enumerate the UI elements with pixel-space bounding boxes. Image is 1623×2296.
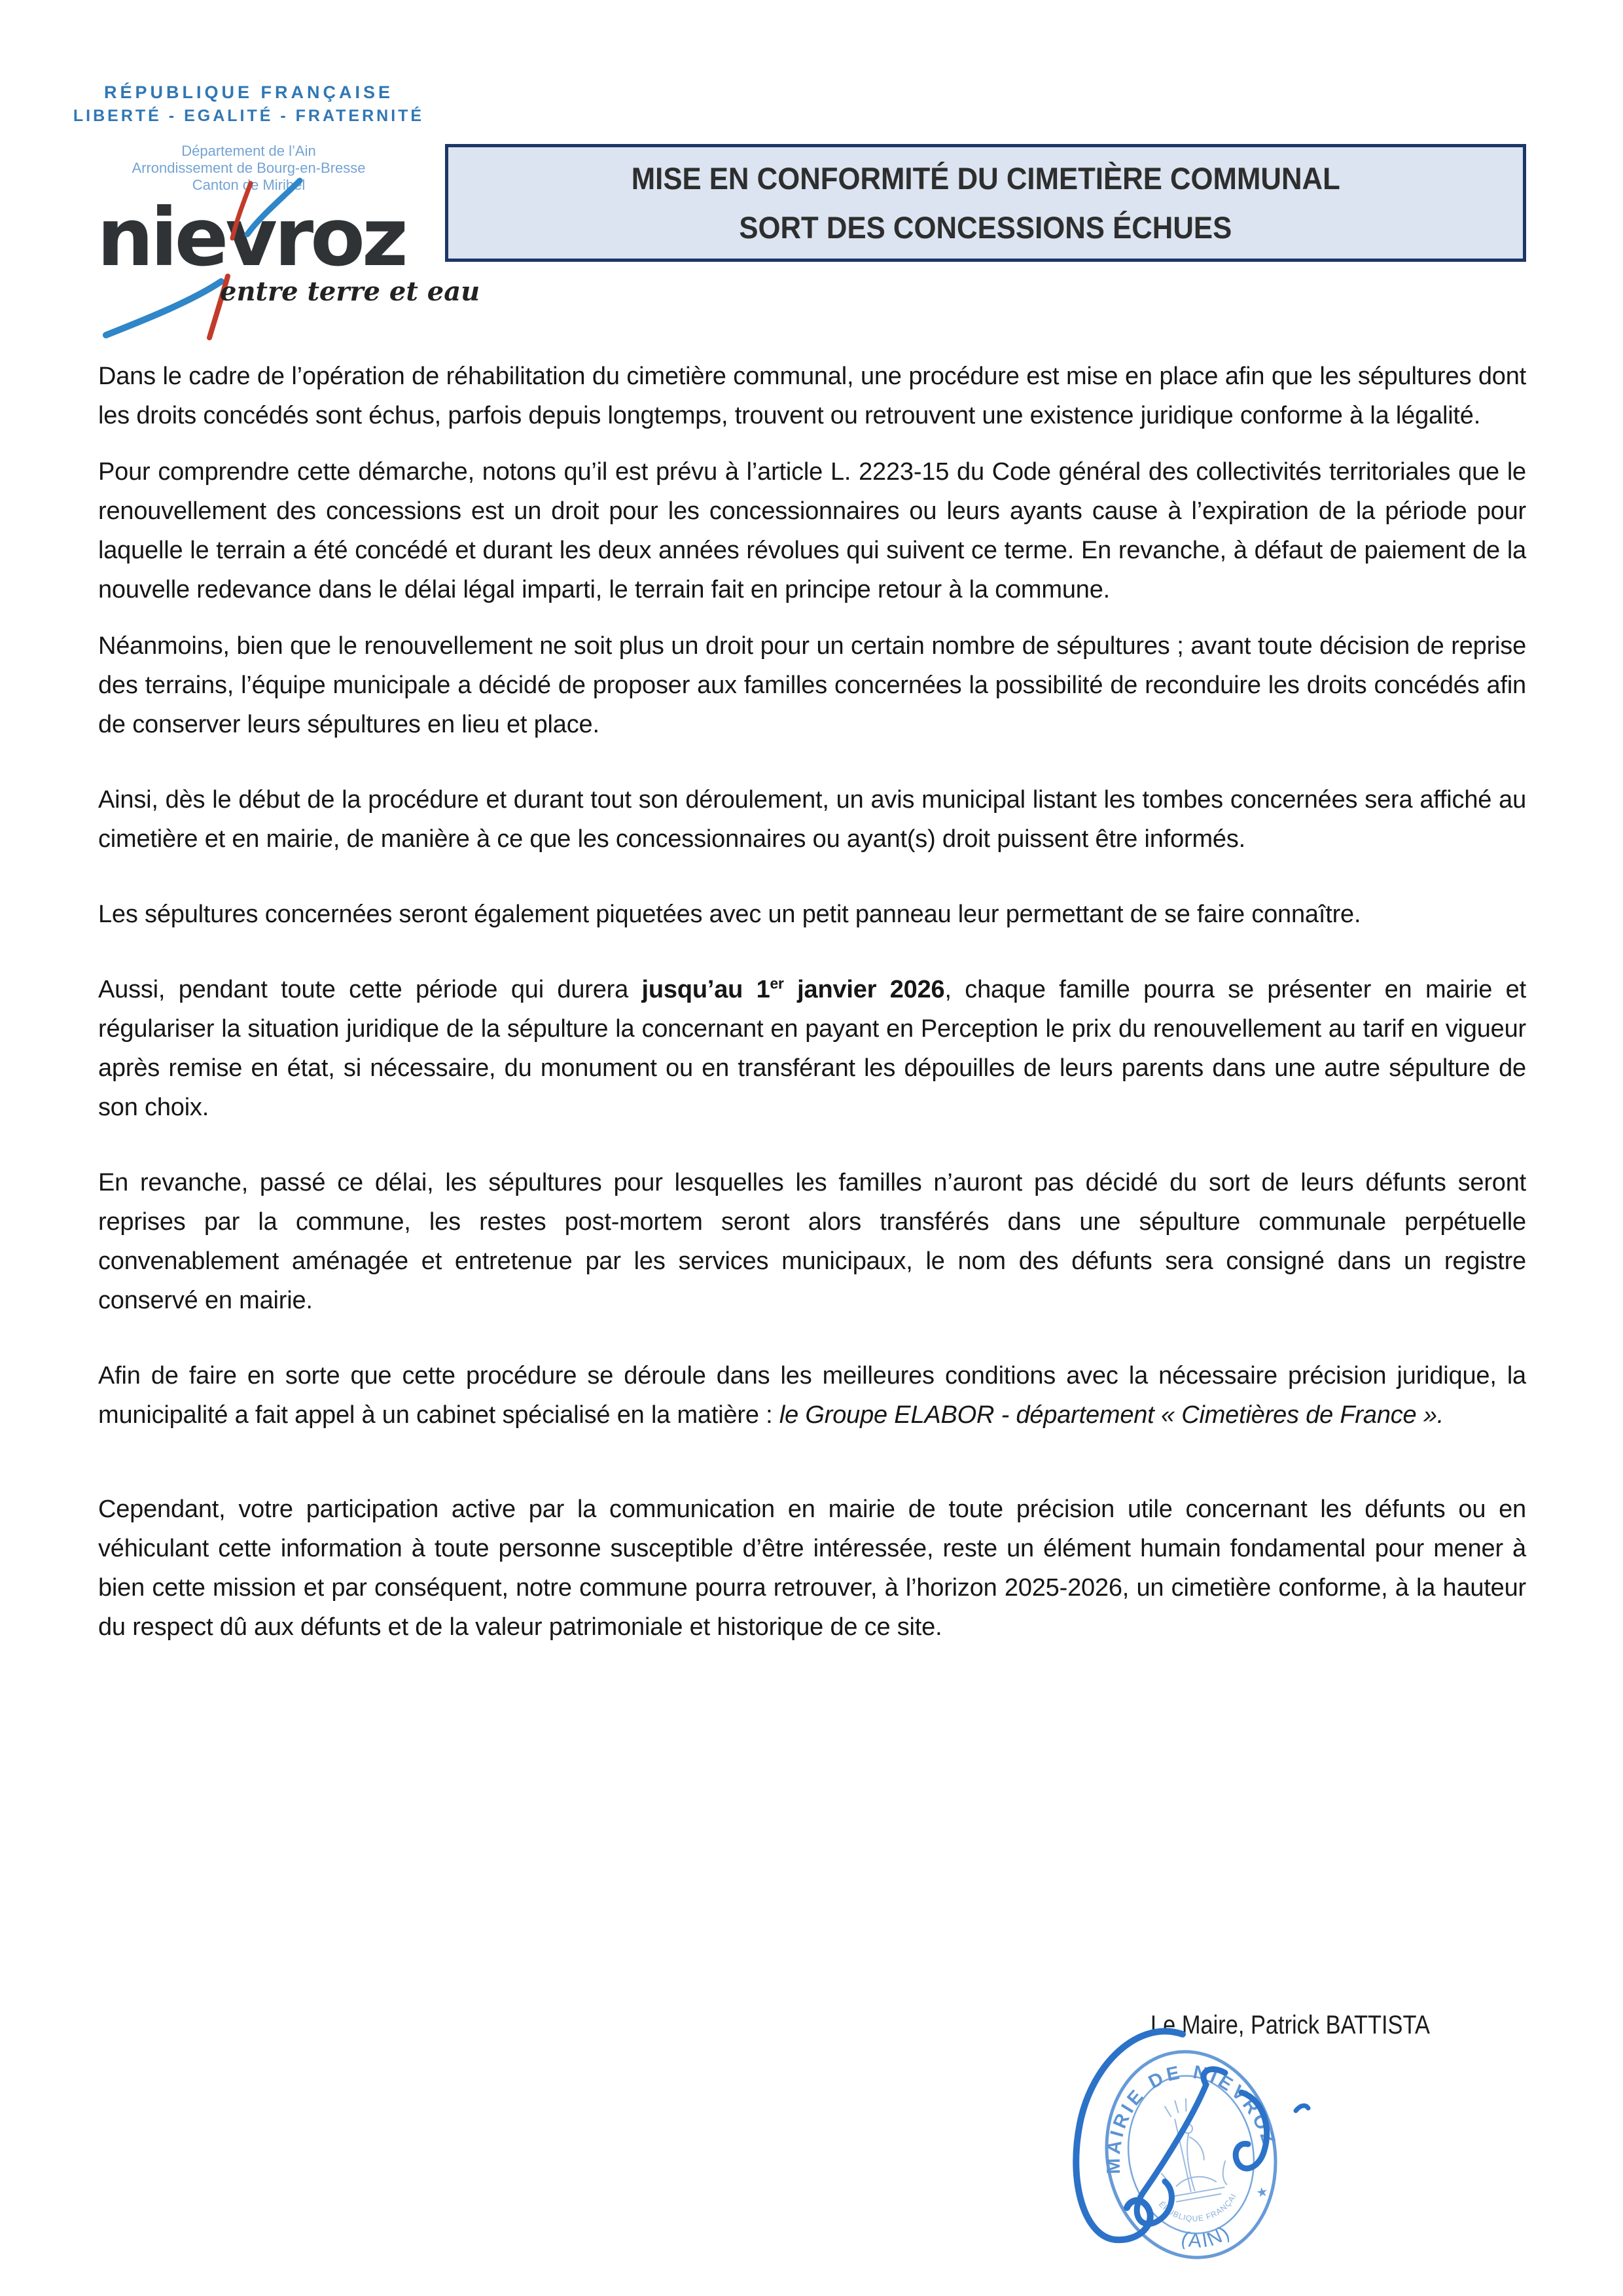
text-run: le Groupe ELABOR - département « Cimetières de France ». (779, 1401, 1444, 1429)
stamp-bottom-text: (AIN) (1178, 2221, 1235, 2253)
canton-line: Canton de Miribel (192, 177, 306, 193)
text-run: Les sépultures concernées seront également piquetées avec un petit panneau leur permettant de se faire connaître. (98, 901, 1361, 928)
stamp-star-icon: ★ (1255, 2184, 1270, 2201)
text-run: En revanche, passé ce délai, les sépultures pour lesquelles les familles n’auront pas décidé du sort de leurs défunts seront reprises par la commune, les restes post-mortem seront alors transférés dans une sépulture communale perpétuelle convenablement aménagée et entretenue par les services municipaux, le nom des défunts sera consigné dans un registre conservé en mairie. (98, 1169, 1526, 1314)
text-run: Dans le cadre de l’opération de réhabilitation du cimetière communal, une procédure est mise en place afin que les sépultures dont les droits concédés sont échus, parfois depuis longtemps, trouvent ou retrouvent une existence juridique conforme à la légalité. (98, 363, 1526, 429)
logo-swoosh-graphic (92, 177, 458, 367)
title-box (445, 144, 1526, 262)
text-run: Aussi, pendant toute cette période qui durera (98, 976, 642, 1003)
liberte-egalite-fraternite-label: LIBERTÉ - EGALITÉ - FRATERNITÉ (73, 107, 425, 125)
text-run: er (770, 975, 784, 992)
text-run: Afin de faire en sorte que cette procédure se déroule dans les meilleures conditions avec la nécessaire précision juridique, la municipalité a fait appel à un cabinet spécialisé en la matière : (98, 1362, 1526, 1429)
paragraph (98, 970, 1526, 1127)
stamp-emblem (1149, 2094, 1231, 2204)
paragraph (98, 780, 1526, 859)
title-line-1: MISE EN CONFORMITÉ DU CIMETIÈRE COMMUNAL (631, 161, 1340, 196)
nievroz-logo (92, 177, 480, 367)
logo-tagline: entre terre et eau (220, 276, 480, 307)
paragraph (98, 1163, 1526, 1320)
text-run: jusqu’au 1 (641, 976, 770, 1003)
arrondissement-line: Arrondissement de Bourg-en-Bresse (132, 160, 366, 176)
mayor-signature-line: Le Maire, Patrick BATTISTA (1150, 2011, 1430, 2039)
text-run: Cependant, votre participation active par la communication en mairie de toute précision utile concernant les défunts ou en véhiculant cette information à toute personne susceptible d’être intéressée, reste un élément humain fondamental pour mener à bien cette mission et par conséquent, notre commune pourra retrouver, à l’horizon 2025-2026, un cimetière conforme, à la hauteur du respect dû aux défunts et de la valeur patrimoniale et historique de ce site. (98, 1496, 1526, 1641)
text-run: Pour comprendre cette démarche, notons qu’il est prévu à l’article L. 2223-15 du Code général des collectivités territoriales que le renouvellement des concessions est un droit pour les concessionnaires ou leurs ayants cause à l’expiration de la période pour laquelle le terrain a été concédé et durant les deux années révolues qui suivent ce terme. En revanche, à défaut de paiement de la nouvelle redevance dans le délai légal imparti, le terrain fait en principe retour à la commune. (98, 458, 1526, 603)
document-body (98, 357, 1526, 1683)
paragraph (98, 1490, 1526, 1647)
nievroz-logo-wordmark: nievroz (97, 191, 405, 284)
paragraph (98, 357, 1526, 435)
stamp-top-text: MAIRIE DE NIEVROZ (1103, 2062, 1280, 2175)
paragraph (98, 626, 1526, 744)
paragraph (98, 895, 1526, 934)
title-line-2: SORT DES CONCESSIONS ÉCHUES (739, 210, 1232, 245)
stamp-center-text: RÉPUBLIQUE FRANÇAISE (1156, 2147, 1239, 2223)
mairie-stamp-and-signature (1008, 1986, 1414, 2294)
paragraph (98, 1356, 1526, 1435)
republique-francaise-label: RÉPUBLIQUE FRANÇAISE (103, 82, 394, 102)
text-run: Ainsi, dès le début de la procédure et durant tout son déroulement, un avis municipal listant les tombes concernées sera affiché au cimetière et en mairie, de manière à ce que les concessionnaires ou ayant(s) droit puissent être informés. (98, 786, 1526, 853)
text-run: , chaque famille pourra se présenter en mairie et régulariser la situation juridique de la sépulture la concernant en payant en Perception le prix du renouvellement au tarif en vigueur après remise en état, si nécessaire, du monument ou en transférant les dépouilles de leurs parents dans une autre sépulture de son choix. (98, 976, 1526, 1121)
text-run: Néanmoins, bien que le renouvellement ne soit plus un droit pour un certain nombre de sépultures ; avant toute décision de reprise des terrains, l’équipe municipale a décidé de proposer aux familles concernées la possibilité de reconduire les droits concédés afin de conserver leurs sépultures en lieu et place. (98, 632, 1526, 738)
paragraph (98, 452, 1526, 609)
department-line: Département de l’Ain (181, 143, 316, 159)
text-run: janvier 2026 (783, 976, 945, 1003)
